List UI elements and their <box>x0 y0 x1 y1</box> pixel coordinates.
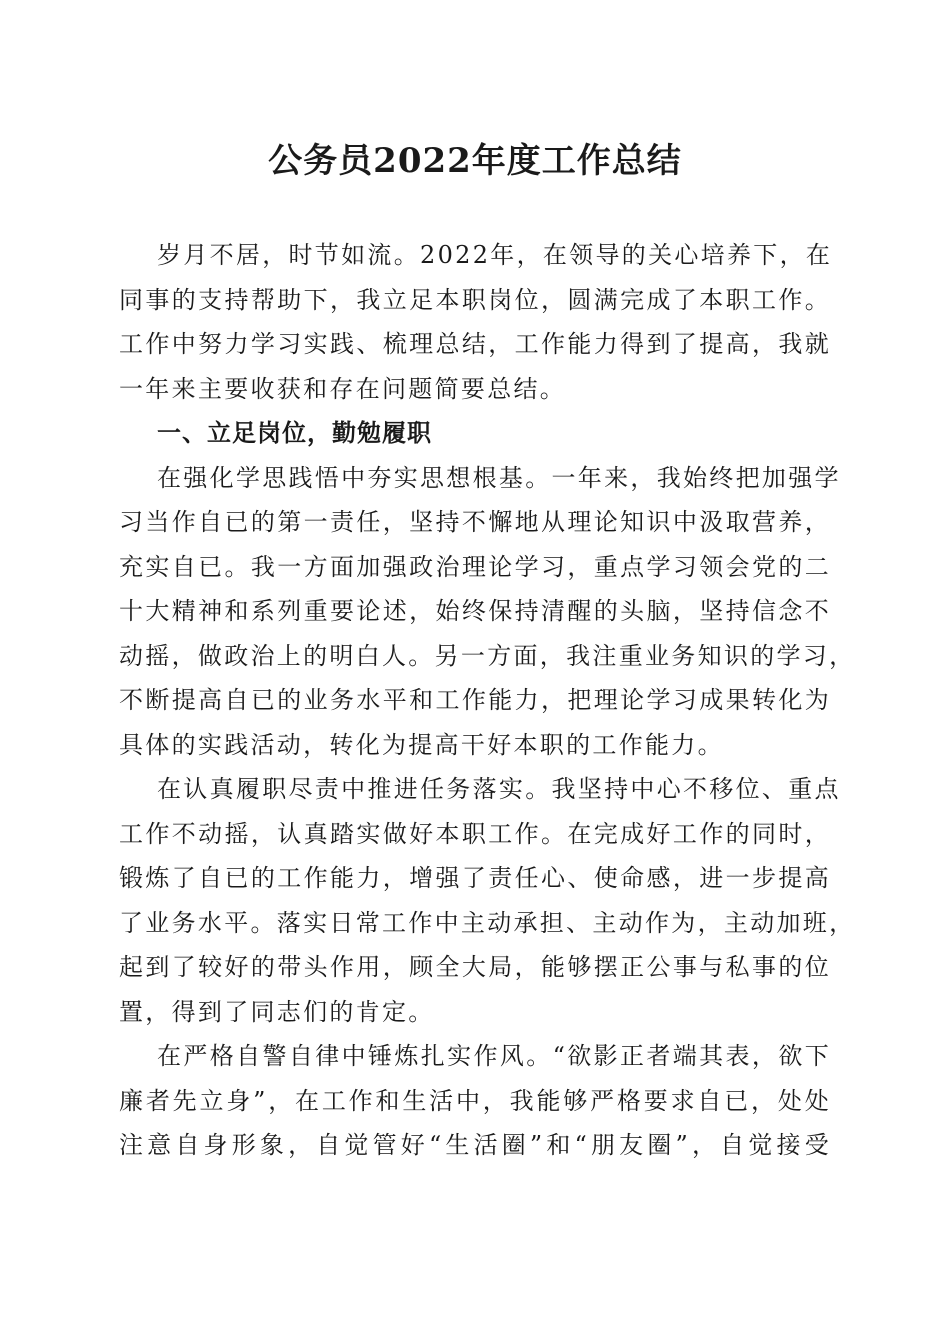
paragraph-line: 注意自身形象，自觉管好“生活圈”和“朋友圈”，自觉接受 <box>119 1131 831 1159</box>
paragraph-line: 十大精神和系列重要论述，始终保持清醒的头脑，坚持信念不 <box>119 597 831 625</box>
paragraph-line: 在认真履职尽责中推进任务落实。我坚持中心不移位、重点 <box>157 775 841 803</box>
section-heading: 一、立足岗位，勤勉履职 <box>157 419 432 447</box>
paragraph-line: 在强化学思践悟中夯实思想根基。一年来，我始终把加强学 <box>157 463 841 492</box>
paragraph-line: 习当作自已的第一责任，坚持不懈地从理论知识中汲取营养， <box>119 508 831 536</box>
paragraph-line: 工作中努力学习实践、梳理总结，工作能力得到了提高，我就 <box>119 330 831 358</box>
paragraph-line: 具体的实践活动，转化为提高干好本职的工作能力。 <box>119 730 724 759</box>
paragraph-line: 起到了较好的带头作用，顾全大局，能够摆正公事与私事的位 <box>119 953 831 981</box>
paragraph-line: 充实自已。我一方面加强政治理论学习，重点学习领会党的二 <box>119 552 831 581</box>
paragraph-line: 了业务水平。落实日常工作中主动承担、主动作为，主动加班， <box>119 908 856 937</box>
paragraph-line: 动摇，做政治上的明白人。另一方面，我注重业务知识的学习， <box>119 641 856 670</box>
paragraph-line: 置，得到了同志们的肯定。 <box>119 997 435 1026</box>
paragraph-line: 在严格自警自律中锤炼扎实作风。“欲影正者端其表，欲下 <box>157 1042 831 1070</box>
paragraph-line: 廉者先立身”，在工作和生活中，我能够严格要求自已，处处 <box>119 1086 831 1115</box>
paragraph-line: 不断提高自已的业务水平和工作能力，把理论学习成果转化为 <box>119 686 831 714</box>
paragraph-line: 一年来主要收获和存在问题简要总结。 <box>119 374 567 403</box>
paragraph-line: 同事的支持帮助下，我立足本职岗位，圆满完成了本职工作。 <box>119 285 831 314</box>
document-body <box>119 233 856 1168</box>
paragraph-line: 岁月不居，时节如流。2022年，在领导的关心培养下，在 <box>157 241 833 269</box>
paragraph-line: 工作不动摇，认真踏实做好本职工作。在完成好工作的同时， <box>119 819 831 848</box>
paragraph-line: 锻炼了自已的工作能力，增强了责任心、使命感，进一步提高 <box>119 864 831 892</box>
document-title: 公务员2022年度工作总结 <box>268 141 682 181</box>
